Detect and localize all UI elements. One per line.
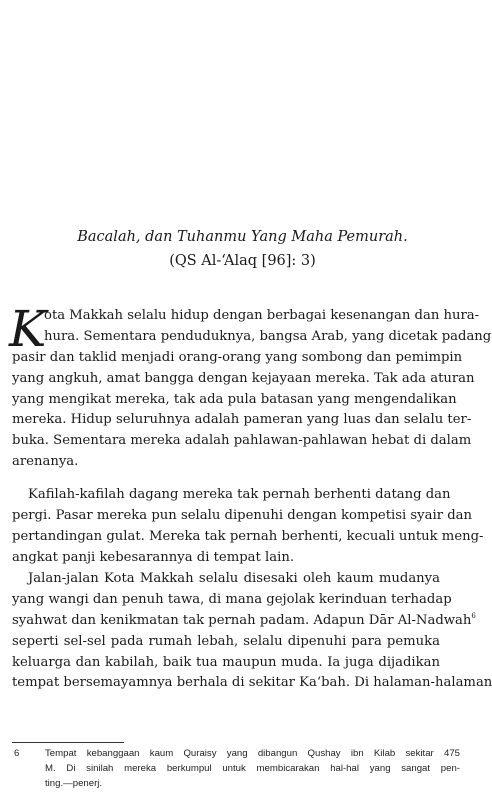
footnote-divider <box>12 742 124 743</box>
epigraph-source: (QS Al-‘Alaq [96]: 3) <box>169 253 316 269</box>
paragraph-line: ota Makkah selalu hidup dengan berbagai kesenangan dan hura- <box>44 308 480 323</box>
paragraph-line: yang wangi dan penuh tawa, di mana gejolak kerinduan terhadap <box>12 591 452 607</box>
paragraph-line: keluarga dan kabilah, baik tua maupun muda. Ia juga dijadikan <box>12 654 440 670</box>
footnote-line: ting.—penerj. <box>45 778 103 789</box>
paragraph-line: pasir dan taklid menjadi orang-orang yang sombong dan pemimpin <box>12 349 463 365</box>
paragraph-line <box>12 611 476 632</box>
paragraph-line-text: syahwat dan kenikmatan tak pernah padam. Adapun Dār Al-Nadwah <box>12 612 472 628</box>
paragraph-3 <box>12 569 492 694</box>
paragraph-line: pergi. Pasar mereka pun selalu dipenuhi dengan kompetisi syair dan <box>12 507 472 523</box>
paragraph-line: hura. Sementara penduduknya, bangsa Arab, yang dicetak padang <box>44 328 492 344</box>
footnote-line: M. Di sinilah mereka berkumpul untuk membicarakan hal-hal yang sangat pen- <box>45 763 460 774</box>
footnote-line: Tempat kebanggaan kaum Quraisy yang dibangun Qushay ibn Kilab sekitar 475 <box>45 748 460 759</box>
paragraph-line: seperti sel-sel pada rumah lebah, selalu dipenuhi para pemuka <box>12 633 440 649</box>
paragraph-line: arenanya. <box>12 454 79 470</box>
paragraph-line: Jalan-jalan Kota Makkah selalu disesaki oleh kaum mudanya <box>28 571 440 586</box>
epigraph-quote: Bacalah, dan Tuhanmu Yang Maha Pemurah. <box>77 229 408 245</box>
paragraph-line: yang mengikat mereka, tak ada pula batasan yang mengendalikan <box>12 391 457 407</box>
paragraph-line: mereka. Hidup seluruhnya adalah pameran yang luas dan selalu ter- <box>12 412 472 428</box>
paragraph-1 <box>12 306 492 473</box>
paragraph-line: buka. Sementara mereka adalah pahlawan-pahlawan hebat di dalam <box>12 433 472 449</box>
paragraph-line: yang angkuh, amat bangga dengan kejayaan mereka. Tak ada aturan <box>12 370 475 386</box>
footnote-text <box>45 746 460 791</box>
paragraph-line: tempat bersemayamnya berhala di sekitar Ka‘bah. Di halaman-halaman <box>12 675 492 691</box>
paragraph-line: pertandingan gulat. Mereka tak pernah berhenti, kecuali untuk meng- <box>12 528 484 544</box>
drop-cap: K <box>9 300 47 358</box>
footnote-reference[interactable]: 6 <box>471 611 476 620</box>
paragraph-line: Kafilah-kafilah dagang mereka tak pernah berhenti datang dan <box>28 487 451 502</box>
paragraph-2 <box>12 485 484 569</box>
paragraph-line: angkat panji kebesarannya di tempat lain. <box>12 549 295 565</box>
footnote-number: 6 <box>14 748 20 759</box>
